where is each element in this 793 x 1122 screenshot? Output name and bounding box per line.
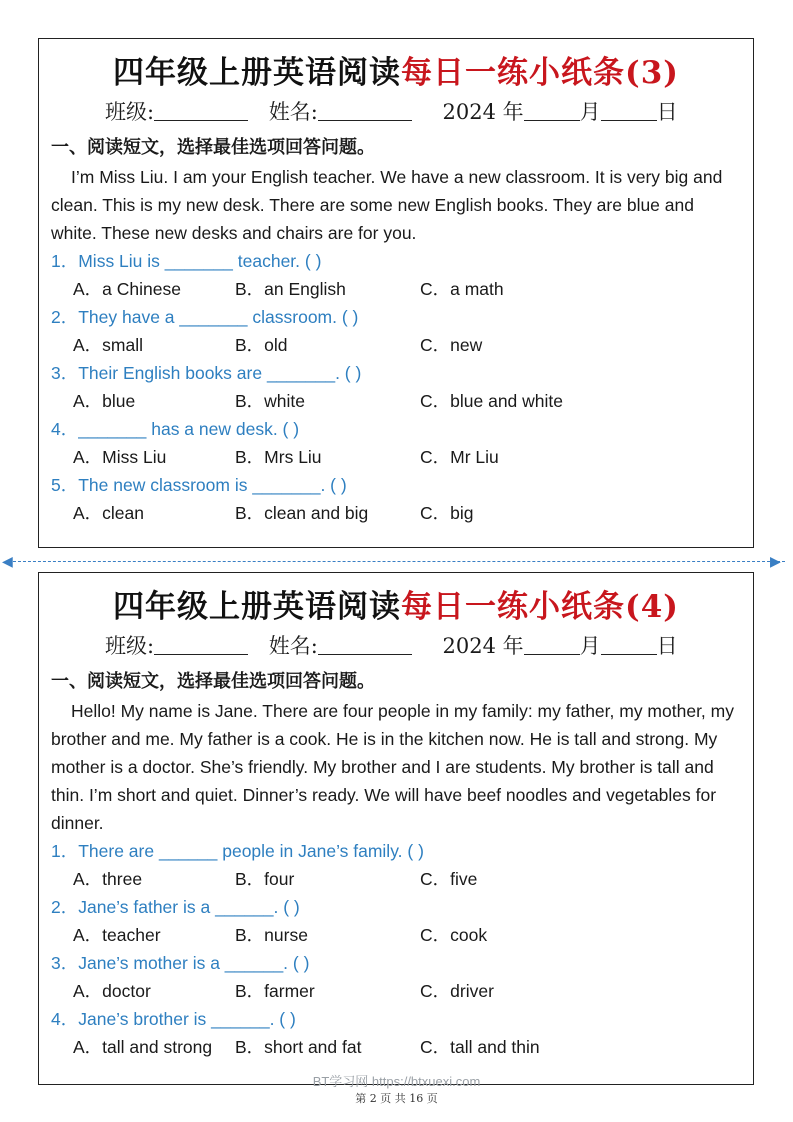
question-text: 5．The new classroom is _______. ( ) — [51, 475, 347, 495]
question-block — [39, 949, 753, 1005]
option-b: B．farmer — [235, 981, 315, 1001]
reading-passage: I’m Miss Liu. I am your English teacher. We have a new classroom. It is very big and clean. This is my new desk. There are some new English books. They are blue and white. These new desks and chairs are for you. — [51, 167, 723, 243]
question-text: 4．_______ has a new desk. ( ) — [51, 419, 300, 439]
answer-options — [39, 865, 753, 893]
card-title — [39, 51, 753, 95]
day-label: 日 — [656, 100, 678, 124]
month-blank — [524, 98, 580, 121]
question-block — [39, 837, 753, 893]
year-label: 2024 年 — [442, 634, 524, 658]
reading-passage: Hello! My name is Jane. There are four people in my family: my father, my mother, my brother and me. My father is a cook. He is in the kitchen now. He is tall and strong. My mother is a doctor. She’s friendly. My brother and I are students. My brother is tall and thin. I’m short and quiet. Dinner’s ready. We will have beef noodles and vegetables for dinner. — [51, 701, 734, 833]
question-block — [39, 303, 753, 359]
question-block — [39, 359, 753, 415]
option-b: B．Mrs Liu — [235, 447, 322, 467]
cut-arrow-right-icon: ▶ — [770, 553, 781, 569]
option-a: A．small — [73, 335, 144, 355]
site-watermark: BT学习网 https://btxuexi.com — [312, 1074, 481, 1089]
title-main: 四年级上册英语阅读 — [113, 589, 402, 625]
section-heading: 一、阅读短文，选择最佳选项回答问题。 — [51, 671, 375, 692]
answer-options — [39, 977, 753, 1005]
option-c: C．blue and white — [420, 391, 563, 411]
question-text: 2．Jane’s father is a ______. ( ) — [51, 897, 300, 917]
title-highlight: 每日一练小纸条(4) — [401, 589, 679, 625]
name-label: 姓名: — [268, 634, 318, 658]
worksheet-card-3 — [38, 38, 754, 548]
question-block — [39, 471, 753, 527]
option-c: C．new — [420, 335, 483, 355]
option-a: A．doctor — [73, 981, 151, 1001]
option-a: A．blue — [73, 391, 136, 411]
section-heading: 一、阅读短文，选择最佳选项回答问题。 — [51, 137, 375, 158]
question-block — [39, 415, 753, 471]
option-c: C．cook — [420, 925, 488, 945]
question-text: 4．Jane’s brother is ______. ( ) — [51, 1009, 296, 1029]
year-label: 2024 年 — [442, 100, 524, 124]
question-text: 1．Miss Liu is _______ teacher. ( ) — [51, 251, 322, 271]
month-label: 月 — [579, 100, 601, 124]
class-label: 班级: — [105, 634, 155, 658]
question-text: 2．They have a _______ classroom. ( ) — [51, 307, 359, 327]
month-label: 月 — [579, 634, 601, 658]
question-block — [39, 1005, 753, 1061]
option-a: A．clean — [73, 503, 145, 523]
day-label: 日 — [656, 634, 678, 658]
option-b: B．an English — [235, 279, 346, 299]
option-c: C．tall and thin — [420, 1037, 540, 1057]
option-a: A．Miss Liu — [73, 447, 167, 467]
title-highlight: 每日一练小纸条(3) — [401, 55, 679, 91]
option-a: A．a Chinese — [73, 279, 181, 299]
name-blank — [318, 632, 412, 655]
option-c: C．a math — [420, 279, 504, 299]
cut-arrow-left-icon: ◀ — [2, 553, 13, 569]
question-text: 3．Jane’s mother is a ______. ( ) — [51, 953, 310, 973]
answer-options — [39, 443, 753, 471]
option-b: B．white — [235, 391, 306, 411]
student-info-line — [39, 95, 753, 129]
option-c: C．driver — [420, 981, 494, 1001]
worksheet-card-4 — [38, 572, 754, 1085]
question-block — [39, 247, 753, 303]
class-blank — [154, 632, 248, 655]
option-a: A．three — [73, 869, 143, 889]
day-blank — [601, 632, 657, 655]
option-c: C．Mr Liu — [420, 447, 499, 467]
option-c: C．big — [420, 503, 474, 523]
answer-options — [39, 921, 753, 949]
answer-options — [39, 331, 753, 359]
option-b: B．clean and big — [235, 503, 369, 523]
title-main: 四年级上册英语阅读 — [113, 55, 402, 91]
card-title — [39, 585, 753, 629]
option-b: B．nurse — [235, 925, 308, 945]
page-number-footer: 第 2 页 共 16 页 — [355, 1092, 438, 1105]
option-b: B．old — [235, 335, 288, 355]
class-blank — [154, 98, 248, 121]
answer-options — [39, 275, 753, 303]
answer-options — [39, 499, 753, 527]
question-text: 3．Their English books are _______. ( ) — [51, 363, 362, 383]
answer-options — [39, 1033, 753, 1061]
month-blank — [524, 632, 580, 655]
option-b: B．short and fat — [235, 1037, 362, 1057]
option-c: C．five — [420, 869, 478, 889]
day-blank — [601, 98, 657, 121]
option-a: A．tall and strong — [73, 1037, 213, 1057]
answer-options — [39, 387, 753, 415]
question-text: 1．There are ______ people in Jane’s family. ( ) — [51, 841, 424, 861]
option-b: B．four — [235, 869, 295, 889]
name-blank — [318, 98, 412, 121]
name-label: 姓名: — [268, 100, 318, 124]
cut-line-divider — [8, 561, 785, 562]
student-info-line — [39, 629, 753, 663]
question-block — [39, 893, 753, 949]
option-a: A．teacher — [73, 925, 161, 945]
class-label: 班级: — [105, 100, 155, 124]
